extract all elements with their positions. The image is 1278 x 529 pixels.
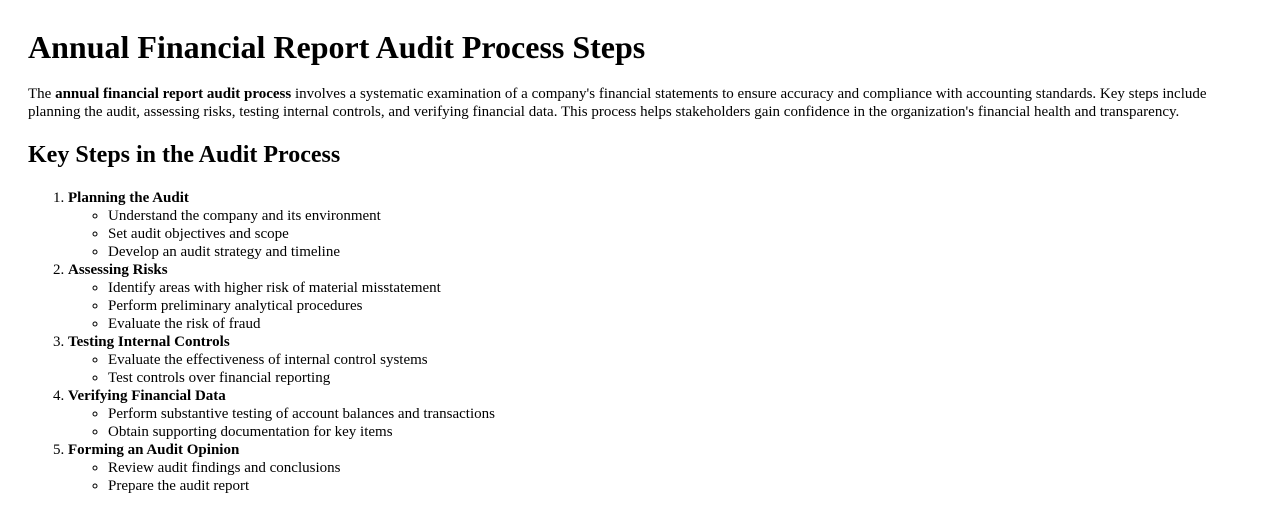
substep-item: ◦ Evaluate the risk of fraud (108, 315, 1250, 333)
substep-item: ◦ Prepare the audit report (108, 477, 1250, 495)
substeps-list (68, 405, 1250, 441)
substep-item: ◦ Understand the company and its environment (108, 207, 1250, 225)
substep-item: ◦ Identify areas with higher risk of material misstatement (108, 279, 1250, 297)
steps-list (28, 189, 1250, 495)
substep-item: ◦ Test controls over financial reporting (108, 369, 1250, 387)
document (0, 28, 1278, 495)
substep-item: ◦ Review audit findings and conclusions (108, 459, 1250, 477)
step-item (68, 333, 1250, 387)
step-item (68, 261, 1250, 333)
step-item (68, 387, 1250, 441)
substep-item: ◦ Develop an audit strategy and timeline (108, 243, 1250, 261)
step-title: Assessing Risks (68, 262, 168, 278)
section-title: Key Steps in the Audit Process (28, 142, 341, 168)
intro-text: involves a systematic examination of a company's financial statements to ensure accuracy and compliance with accounting standards. Key steps include planning the audit, assessing risks, testing internal controls, and verifying financial data. This process helps stakeholders gain confidence in the organization's financial health and transparency. (28, 86, 1207, 120)
substep-item: ◦ Set audit objectives and scope (108, 225, 1250, 243)
page-title: Annual Financial Report Audit Process Steps (28, 29, 646, 65)
intro-text: The (28, 86, 56, 102)
step-title: Verifying Financial Data (68, 388, 226, 404)
step-item (68, 441, 1250, 495)
substep-item: ◦ Perform preliminary analytical procedures (108, 297, 1250, 315)
substeps-list (68, 459, 1250, 495)
substep-item: ◦ Perform substantive testing of account balances and transactions (108, 405, 1250, 423)
substeps-list (68, 207, 1250, 261)
step-title: Planning the Audit (68, 190, 189, 206)
intro-bold: annual financial report audit process (55, 86, 292, 102)
substeps-list (68, 279, 1250, 333)
step-title: Forming an Audit Opinion (68, 442, 240, 458)
substeps-list (68, 351, 1250, 387)
substep-item: ◦ Evaluate the effectiveness of internal control systems (108, 351, 1250, 369)
intro-paragraph (28, 85, 1250, 121)
substep-item: ◦ Obtain supporting documentation for key items (108, 423, 1250, 441)
step-title: Testing Internal Controls (68, 334, 230, 350)
step-item (68, 189, 1250, 261)
